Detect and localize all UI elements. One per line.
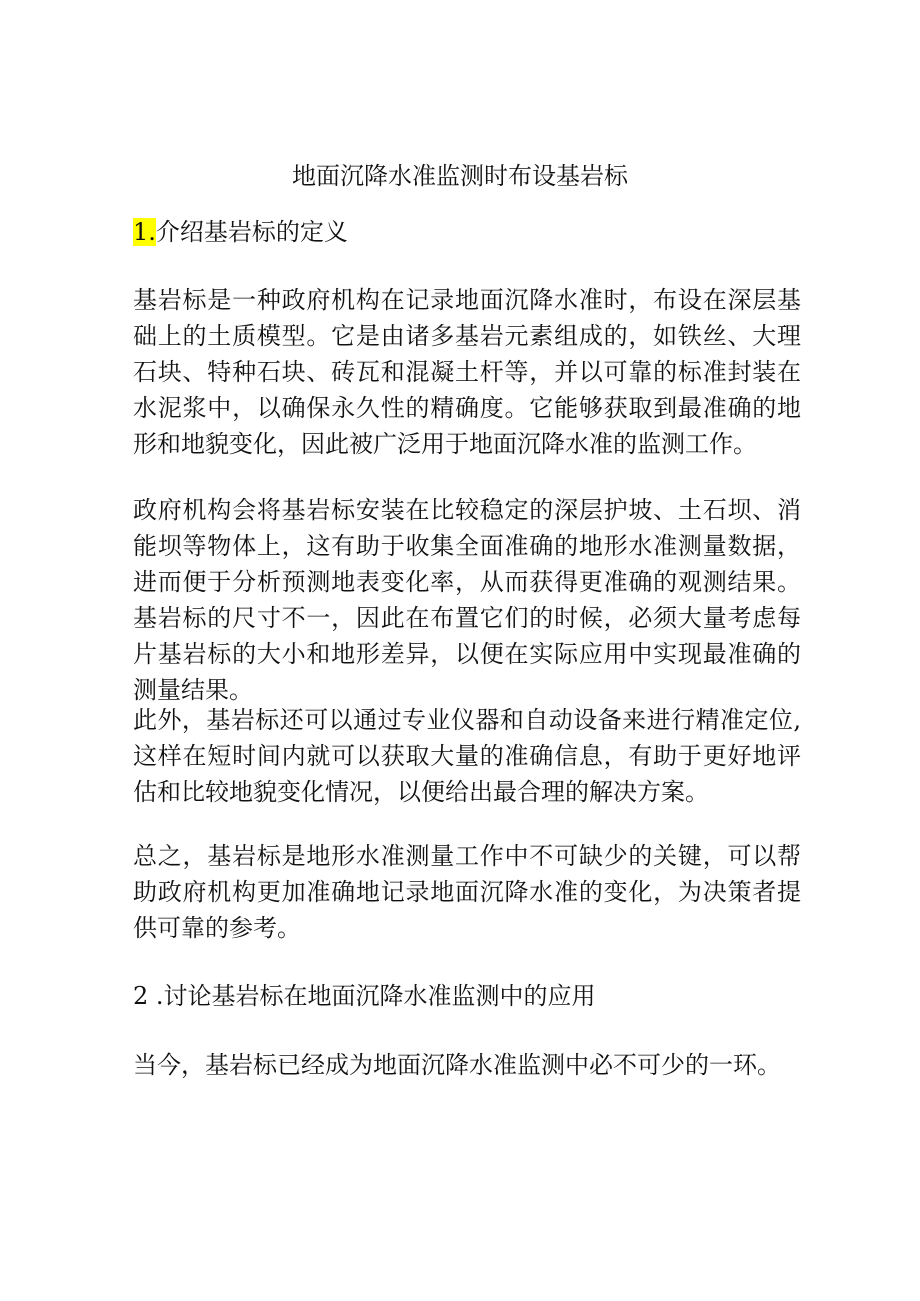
section-1-number-highlight: 1. [133, 218, 156, 246]
paragraph-closing: 当今，基岩标已经成为地面沉降水准监测中必不可少的一环。 [133, 1051, 781, 1079]
paragraph-positioning: 此外，基岩标还可以通过专业仪器和自动设备来进行精准定位,这样在短时间内就可以获取大量的准确信息，有助于更好地评估和比较地貌变化情况，以便给出最合理的解决方案。 [133, 706, 801, 806]
paragraph-summary: 总之，基岩标是地形水准测量工作中不可缺少的关键，可以帮助政府机构更加准确地记录地面沉降水准的变化，为决策者提供可靠的参考。 [133, 842, 801, 942]
section-1-heading [133, 216, 813, 248]
document-title: 地面沉降水准监测时布设基岩标 [292, 162, 628, 190]
paragraph-installation: 政府机构会将基岩标安装在比较稳定的深层护坡、土石坝、消能坝等物体上，这有助于收集全面准确的地形水准测量数据，进而便于分析预测地表变化率，从而获得更准确的观测结果。基岩标的尺寸不一，因此在布置它们的时候，必须大量考虑每片基岩标的大小和地形差异，以便在实际应用中实现最准确的测量结果。 [133, 496, 801, 704]
paragraph-definition: 基岩标是一种政府机构在记录地面沉降水准时，布设在深层基础上的土质模型。它是由诸多基岩元素组成的，如铁丝、大理石块、特种石块、砖瓦和混凝土杆等，并以可靠的标准封装在水泥浆中，以确保永久性的精确度。它能够获取到最准确的地形和地貌变化，因此被广泛用于地面沉降水准的监测工作。 [133, 286, 801, 458]
section-1-heading-text: 介绍基岩标的定义 [155, 218, 348, 246]
section-2-heading: 2 .讨论基岩标在地面沉降水准监测中的应用 [133, 982, 596, 1010]
